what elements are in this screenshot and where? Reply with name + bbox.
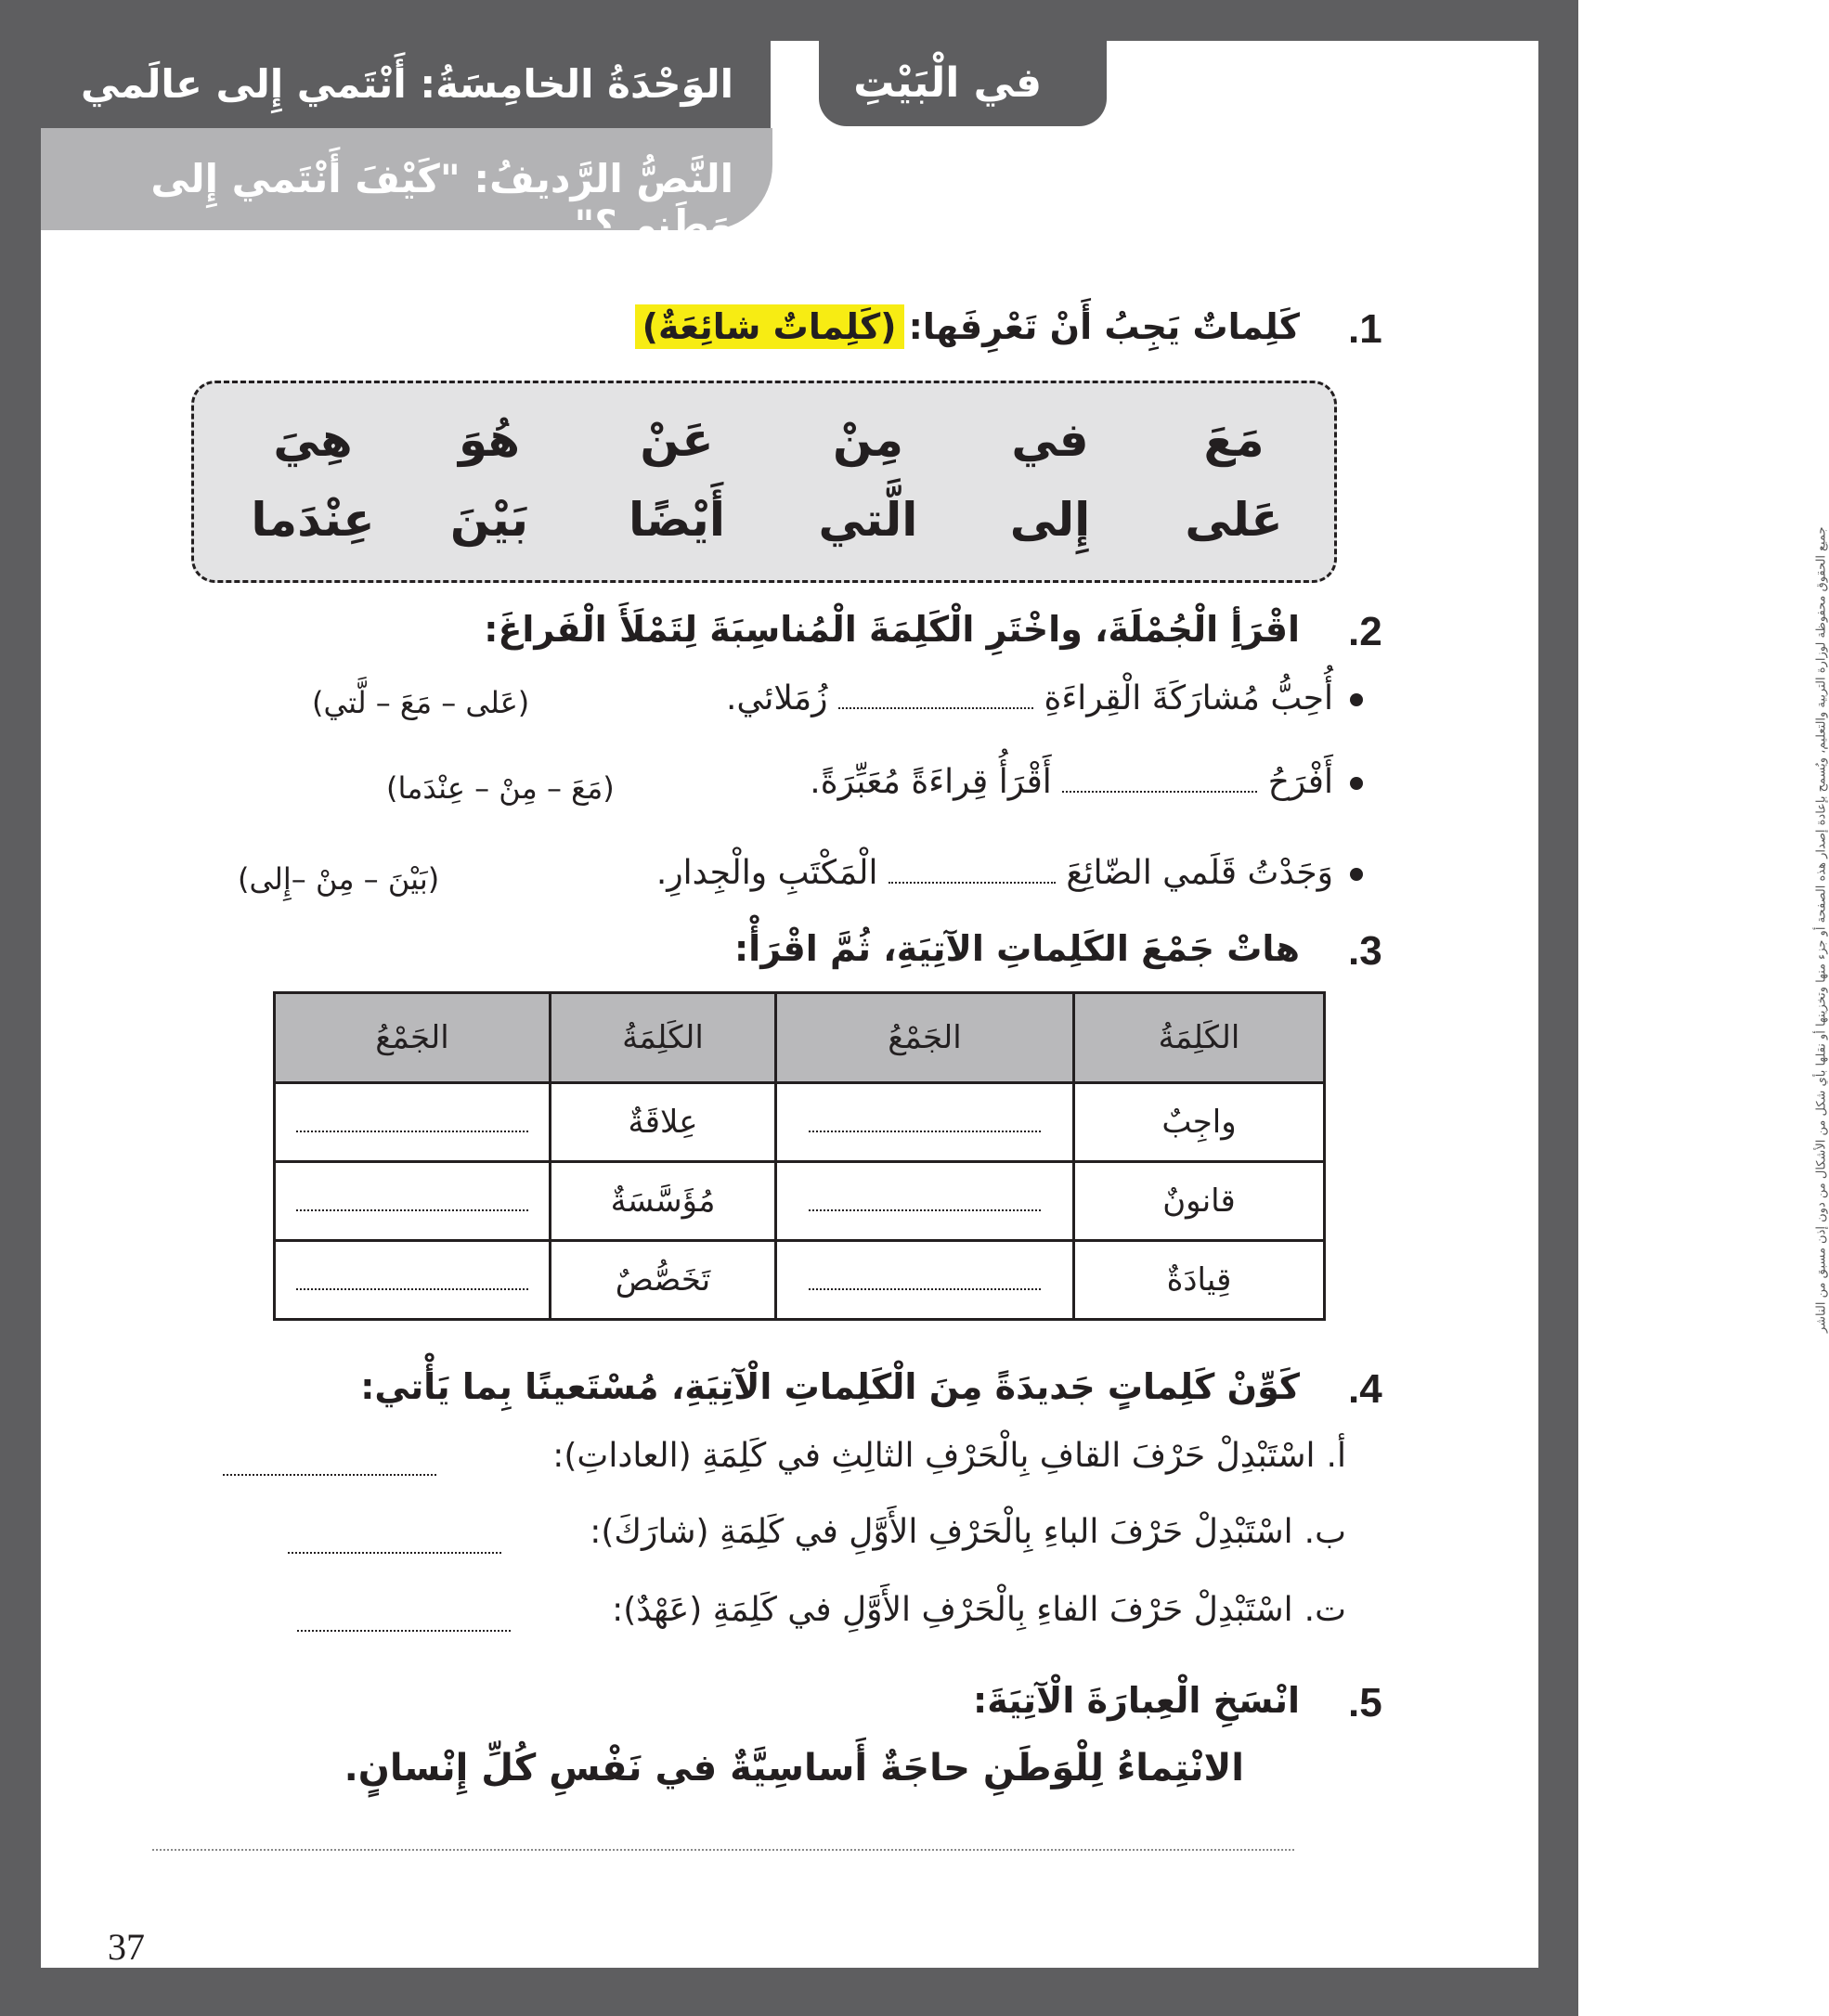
ex2-options: (عَلى – مَعَ – لَّتي) bbox=[312, 685, 530, 720]
ex1-number: .1 bbox=[1348, 306, 1382, 352]
word-item: الَّتي bbox=[818, 493, 918, 547]
ex3-number: .3 bbox=[1348, 928, 1382, 974]
word-cell: مُؤَسَّسَةٌ bbox=[551, 1162, 776, 1241]
task-label: أ. bbox=[1326, 1437, 1346, 1475]
word-cell: تَخَصُّصٌ bbox=[551, 1241, 776, 1320]
copy-answer-line[interactable] bbox=[152, 1847, 1294, 1851]
answer-cell[interactable] bbox=[776, 1162, 1074, 1241]
ex2-item bbox=[810, 763, 1363, 801]
ex2-heading bbox=[484, 609, 1300, 650]
table-row bbox=[275, 1162, 1325, 1241]
word-item: عَلى bbox=[1185, 493, 1283, 547]
ex2-number: .2 bbox=[1348, 609, 1382, 654]
word-cell: قِيادَةٌ bbox=[1074, 1241, 1325, 1320]
answer-cell[interactable] bbox=[275, 1241, 551, 1320]
unit-title: الوَحْدَةُ الخامِسَةُ: أَنْتَمي إِلى عالَمي bbox=[80, 61, 733, 107]
unit-banner bbox=[41, 41, 771, 128]
ex4-title: كَوِّنْ كَلِماتٍ جَديدَةً مِنَ الْكَلِماتِ الْآتِيَةِ، مُسْتَعينًا بِما يَأْتي: bbox=[360, 1366, 1300, 1407]
ex4-task bbox=[552, 1437, 1346, 1475]
answer-blank[interactable] bbox=[297, 1621, 511, 1632]
top-frame bbox=[0, 0, 1578, 41]
ex5-number: .5 bbox=[1348, 1680, 1382, 1725]
fill-blank[interactable] bbox=[1062, 782, 1257, 793]
task-text: اسْتَبْدِلْ حَرْفَ الفاءِ بِالْحَرْفِ الأَوَّلِ في كَلِمَةِ (عَهْدٌ): bbox=[612, 1591, 1293, 1629]
bullet-icon bbox=[1350, 868, 1363, 881]
ex2-item-text: وَجَدْتُ قَلَمي الضّائِعَ bbox=[1066, 854, 1333, 892]
word-item: أَيْضًا bbox=[629, 493, 725, 547]
task-text: اسْتَبْدِلْ حَرْفَ الباءِ بِالْحَرْفِ الأَوَّلِ في كَلِمَةِ (شارَكَ): bbox=[590, 1513, 1293, 1551]
word-item: في bbox=[1011, 413, 1089, 467]
plural-table bbox=[273, 991, 1326, 1321]
text-banner bbox=[41, 128, 772, 247]
answer-cell[interactable] bbox=[776, 1241, 1074, 1320]
ex2-item-text: أَقْرَأُ قِراءَةً مُعَبِّرَةً. bbox=[810, 763, 1052, 801]
common-words-box bbox=[191, 381, 1337, 583]
ex2-item-text: أُحِبُّ مُشارَكَةَ الْقِراءَةِ bbox=[1044, 679, 1333, 717]
ex2-title: اقْرَأِ الْجُمْلَةَ، واخْتَرِ الْكَلِمَةَ الْمُناسِبَةَ لِتَمْلَأَ الْفَراغَ: bbox=[484, 609, 1300, 650]
ex2-item-text: الْمَكْتَبِ والْجِدارِ. bbox=[655, 854, 878, 892]
task-text: اسْتَبْدِلْ حَرْفَ القافِ بِالْحَرْفِ الثالِثِ في كَلِمَةِ (العاداتِ): bbox=[552, 1437, 1316, 1475]
word-item: عَنْ bbox=[640, 413, 714, 467]
bullet-icon bbox=[1350, 777, 1363, 790]
answer-blank[interactable] bbox=[223, 1465, 436, 1476]
table-header-row bbox=[275, 993, 1325, 1083]
column-header: الجَمْعُ bbox=[776, 993, 1074, 1083]
word-item: هِيَ bbox=[273, 413, 353, 467]
copy-sentence: الانْتِماءُ لِلْوَطَنِ حاجَةٌ أَساسِيَّةٌ في نَفْسِ كُلِّ إِنْسانٍ. bbox=[344, 1747, 1244, 1790]
table-row bbox=[275, 1241, 1325, 1320]
word-item: بَيْنَ bbox=[449, 493, 529, 547]
word-cell: قانونٌ bbox=[1074, 1162, 1325, 1241]
bullet-icon bbox=[1350, 693, 1363, 706]
answer-cell[interactable] bbox=[776, 1083, 1074, 1162]
ex4-task bbox=[612, 1591, 1346, 1629]
ex2-item bbox=[726, 679, 1363, 717]
copyright-note: جميع الحقوق محفوظة لوزارة التربية والتعليم، ويُسمح بإعادة إصدار هذه الصفحة أو جزء منها وتخزينها أو نقلها بأي شكل من الأشكال من دون إذن مسبق من الناشر bbox=[1814, 526, 1829, 1334]
word-item: عِنْدَما bbox=[251, 493, 375, 547]
ex3-heading bbox=[734, 928, 1300, 969]
ex1-heading bbox=[635, 306, 1300, 347]
word-item: مِنْ bbox=[833, 413, 903, 467]
ex5-title: انْسَخِ الْعِبارَةَ الْآتِيَةَ: bbox=[973, 1680, 1300, 1721]
text-title: النَّصُّ الرَّديفُ: "كَيْفَ أَنْتَمي إِلى وَطَني؟" bbox=[150, 156, 733, 247]
home-tab-label: في الْبَيْتِ bbox=[853, 59, 1042, 107]
home-tab bbox=[819, 41, 1107, 126]
task-label: ت. bbox=[1304, 1591, 1346, 1629]
answer-cell[interactable] bbox=[275, 1162, 551, 1241]
ex4-number: .4 bbox=[1348, 1366, 1382, 1412]
ex2-item bbox=[656, 854, 1363, 892]
page-number: 37 bbox=[108, 1926, 145, 1968]
bottom-frame bbox=[0, 1968, 1578, 2016]
ex2-options: (مَعَ – مِنْ – عِنْدَما) bbox=[386, 770, 615, 806]
column-header: الكَلِمَةُ bbox=[1074, 993, 1325, 1083]
ex4-task bbox=[590, 1513, 1346, 1551]
word-item: هُوَ bbox=[458, 413, 520, 467]
ex5-heading bbox=[973, 1680, 1300, 1721]
ex3-title: هاتْ جَمْعَ الكَلِماتِ الآتِيَةِ، ثُمَّ اقْرَأْ: bbox=[733, 928, 1300, 969]
answer-cell[interactable] bbox=[275, 1083, 551, 1162]
task-label: ب. bbox=[1304, 1513, 1346, 1551]
fill-blank[interactable] bbox=[838, 698, 1033, 709]
ex1-title: كَلِماتٌ يَجِبُ أَنْ تَعْرِفَها: bbox=[908, 306, 1300, 347]
ex2-item-text: زُمَلائي. bbox=[725, 679, 828, 717]
word-item: مَعَ bbox=[1203, 413, 1265, 467]
ex1-highlight: (كَلِماتٌ شائِعَةٌ) bbox=[635, 304, 904, 349]
word-cell: واجِبٌ bbox=[1074, 1083, 1325, 1162]
word-cell: عِلاقَةٌ bbox=[551, 1083, 776, 1162]
column-header: الجَمْعُ bbox=[275, 993, 551, 1083]
ex2-item-text: أَفْرَحُ bbox=[1267, 763, 1333, 801]
word-item: إِلى bbox=[1009, 493, 1091, 547]
ex4-heading bbox=[360, 1366, 1300, 1407]
ex2-options: (بَيْنَ – مِنْ –إِلى) bbox=[238, 861, 440, 897]
column-header: الكَلِمَةُ bbox=[551, 993, 776, 1083]
answer-blank[interactable] bbox=[288, 1543, 501, 1554]
table-row bbox=[275, 1083, 1325, 1162]
fill-blank[interactable] bbox=[889, 872, 1056, 884]
